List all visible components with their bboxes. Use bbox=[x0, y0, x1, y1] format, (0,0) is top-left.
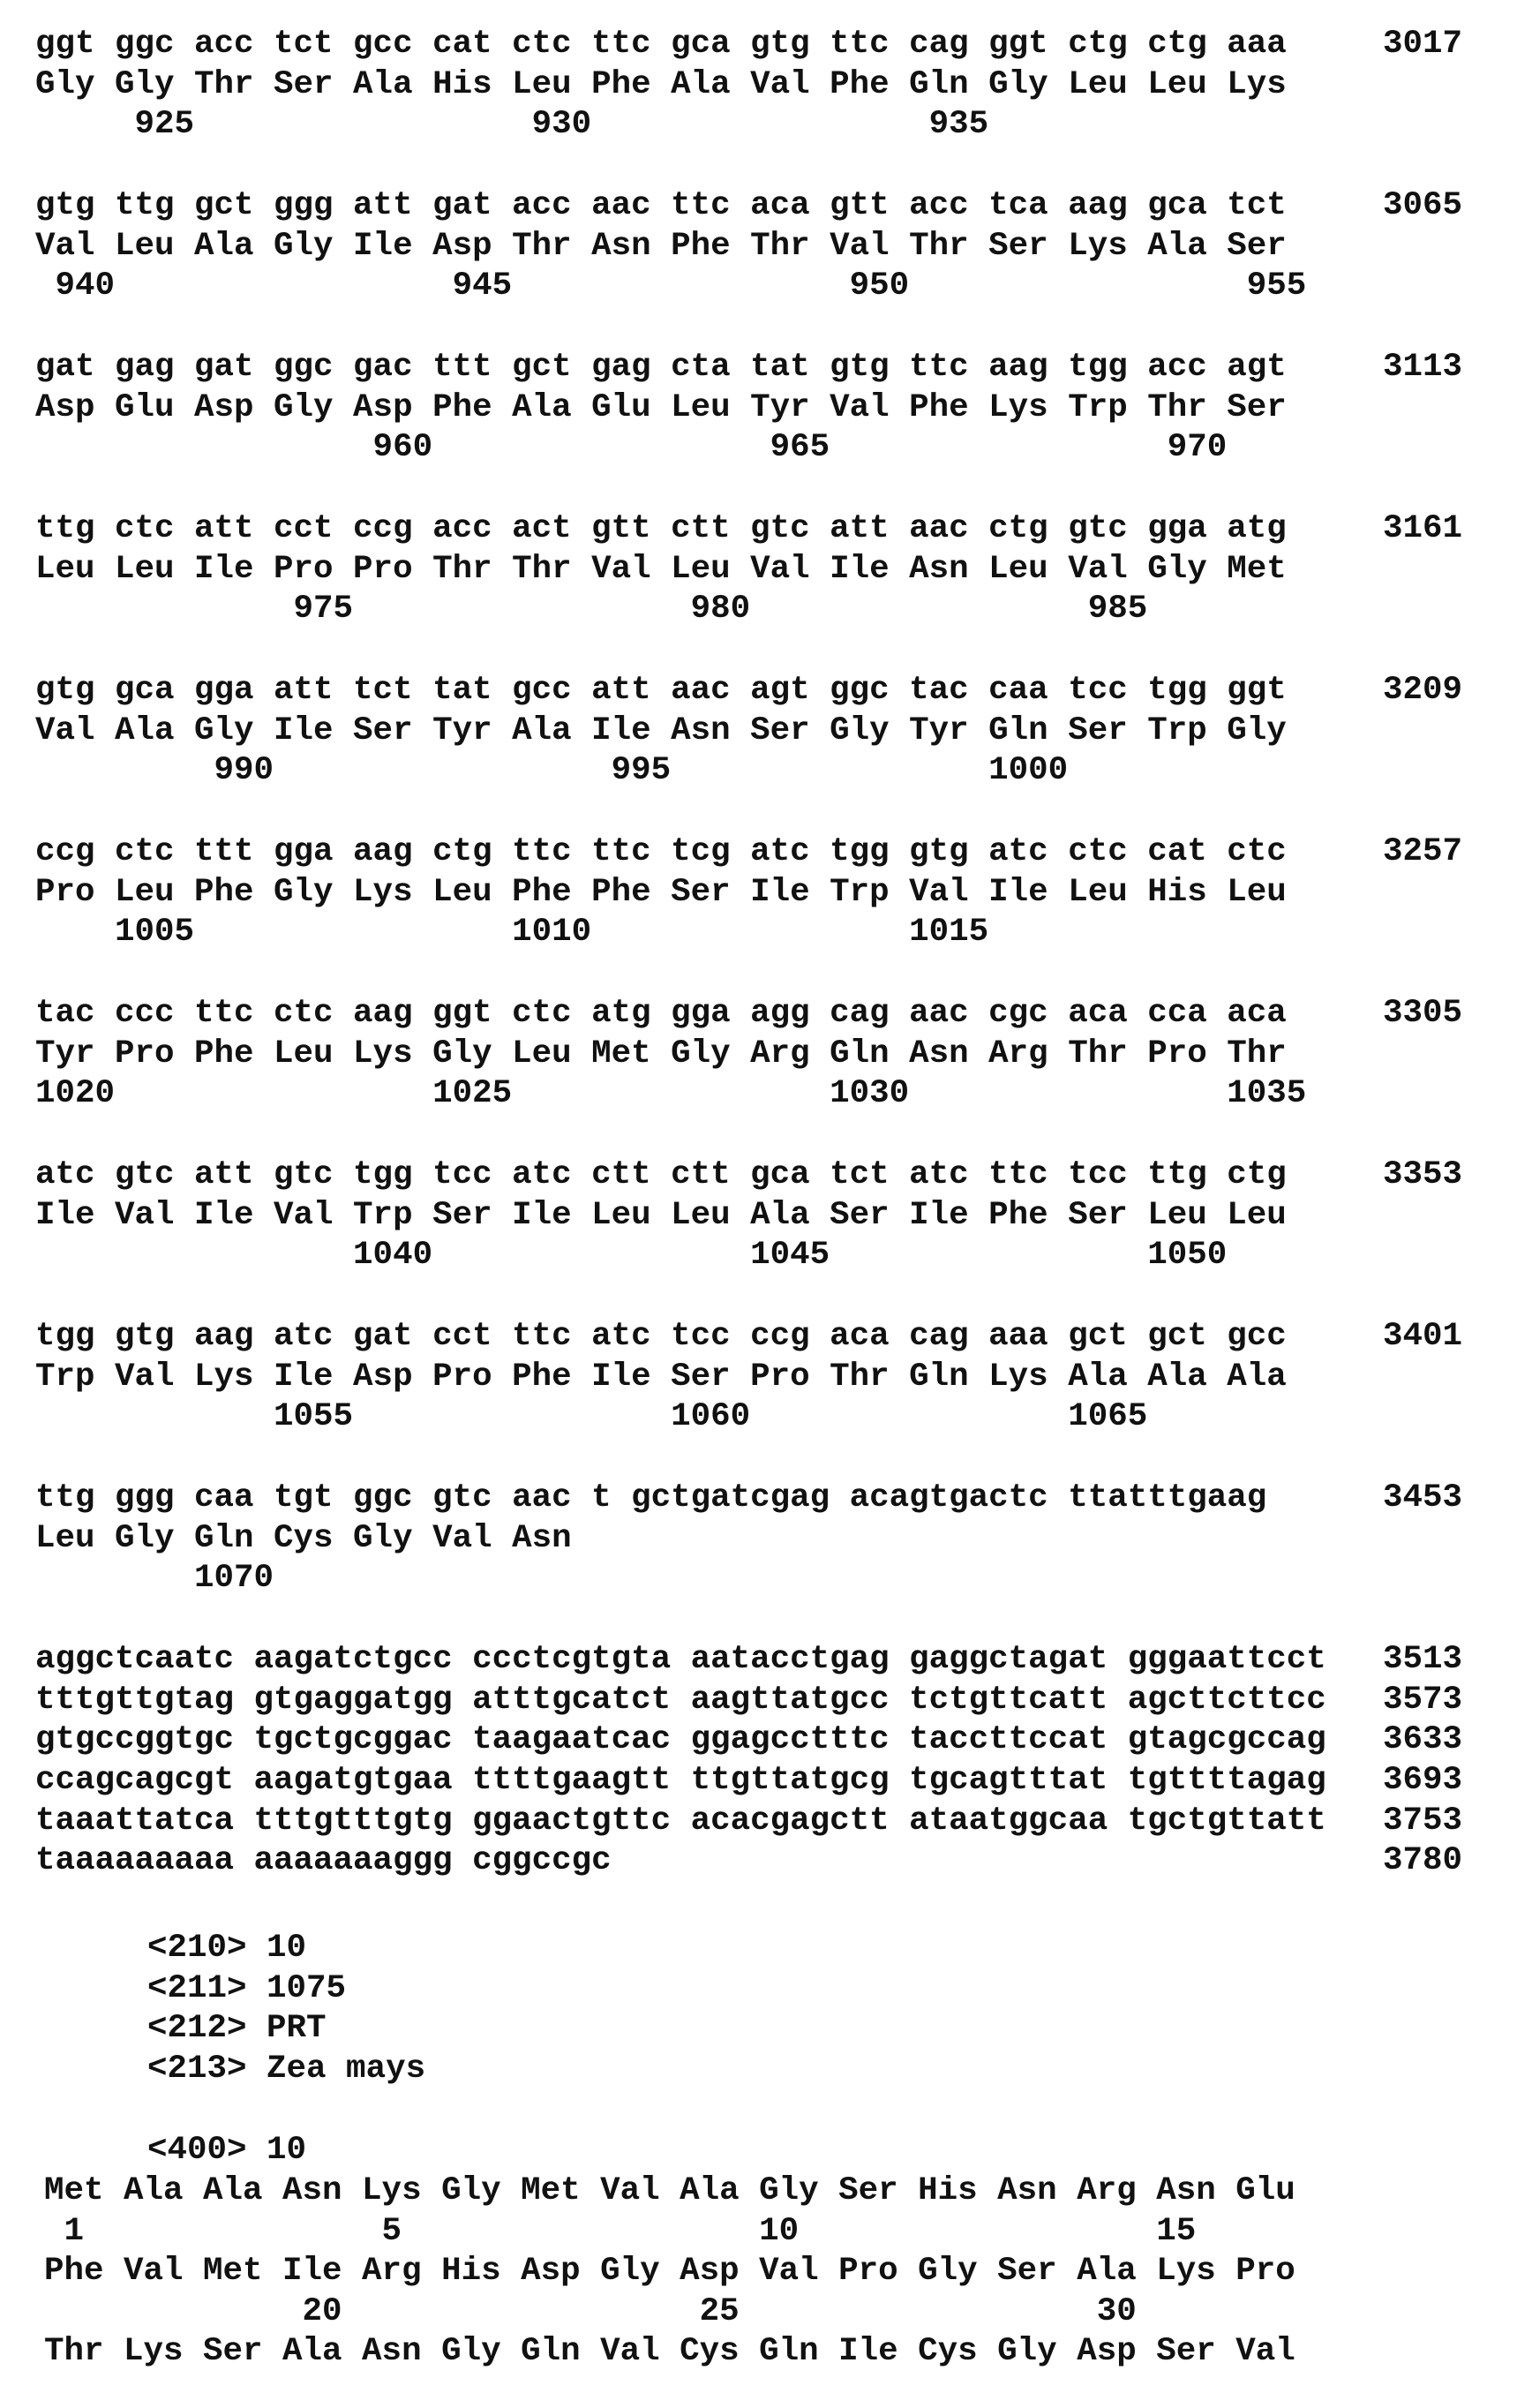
residue-numbers: 1020 1025 1030 1035 bbox=[35, 1075, 1307, 1112]
residue-numbers: 20 25 30 bbox=[44, 2293, 1137, 2330]
residue-numbers: 960 965 970 bbox=[35, 429, 1228, 466]
header-field-211 bbox=[147, 1968, 346, 2009]
field-tag: <211> bbox=[147, 1970, 247, 2007]
field-tag: <400> bbox=[147, 2132, 247, 2169]
protein-line: Asp Glu Asp Gly Asp Phe Ala Glu Leu Tyr Val Phe Lys Trp Thr Ser bbox=[35, 389, 1287, 426]
residue-numbers: 1 5 10 15 bbox=[44, 2213, 1197, 2250]
residue-numbers: 940 945 950 955 bbox=[35, 267, 1307, 305]
protein-line: Trp Val Lys Ile Asp Pro Phe Ile Ser Pro Thr Gln Lys Ala Ala Ala bbox=[35, 1358, 1287, 1396]
field-value: 1075 bbox=[267, 1970, 347, 2007]
dna-line: gtg ttg gct ggg att gat acc aac ttc aca gtt acc tca aag gca tct bbox=[35, 187, 1287, 224]
nucleotide-position: 3633 bbox=[1383, 1721, 1463, 1758]
nucleotide-position: 3353 bbox=[1383, 1156, 1463, 1193]
residue-numbers: 925 930 935 bbox=[35, 106, 989, 143]
residue-numbers: 1070 bbox=[35, 1560, 274, 1597]
nucleotide-position: 3780 bbox=[1383, 1842, 1463, 1879]
protein-line: Leu Gly Gln Cys Gly Val Asn bbox=[35, 1520, 572, 1557]
nucleotide-position: 3693 bbox=[1383, 1762, 1463, 1799]
header-field-210 bbox=[147, 1928, 306, 1968]
protein-line: Gly Gly Thr Ser Ala His Leu Phe Ala Val Phe Gln Gly Leu Leu Lys bbox=[35, 66, 1287, 103]
field-value: 10 bbox=[267, 1930, 307, 1967]
protein-line: Phe Val Met Ile Arg His Asp Gly Asp Val Pro Gly Ser Ala Lys Pro bbox=[44, 2253, 1295, 2290]
residue-numbers: 1040 1045 1050 bbox=[35, 1237, 1228, 1274]
nucleotide-position: 3209 bbox=[1383, 672, 1463, 709]
dna-line: ccg ctc ttt gga aag ctg ttc ttc tcg atc tgg gtg atc ctc cat ctc bbox=[35, 833, 1287, 870]
dna-line: gtg gca gga att tct tat gcc att aac agt ggc tac caa tcc tgg ggt bbox=[35, 672, 1287, 709]
field-value: PRT bbox=[267, 2010, 327, 2047]
residue-numbers: 975 980 985 bbox=[35, 591, 1148, 628]
field-value: 10 bbox=[267, 2132, 307, 2169]
utr-line: tttgttgtag gtgaggatgg atttgcatct aagttatgcc tctgttcatt agcttcttcc bbox=[35, 1682, 1326, 1719]
field-tag: <212> bbox=[147, 2010, 247, 2047]
nucleotide-position: 3305 bbox=[1383, 995, 1463, 1032]
nucleotide-position: 3401 bbox=[1383, 1318, 1463, 1355]
nucleotide-position: 3017 bbox=[1383, 26, 1463, 63]
nucleotide-position: 3257 bbox=[1383, 833, 1463, 870]
utr-line: gtgccggtgc tgctgcggac taagaatcac ggagcctttc taccttccat gtagcgccag bbox=[35, 1721, 1326, 1758]
protein-line: Val Ala Gly Ile Ser Tyr Ala Ile Asn Ser Gly Tyr Gln Ser Trp Gly bbox=[35, 712, 1287, 749]
dna-line: ttg ctc att cct ccg acc act gtt ctt gtc att aac ctg gtc gga atg bbox=[35, 510, 1287, 547]
protein-line: Val Leu Ala Gly Ile Asp Thr Asn Phe Thr Val Thr Ser Lys Ala Ser bbox=[35, 228, 1287, 265]
nucleotide-position: 3753 bbox=[1383, 1802, 1463, 1840]
nucleotide-position: 3573 bbox=[1383, 1682, 1463, 1719]
dna-line: tac ccc ttc ctc aag ggt ctc atg gga agg cag aac cgc aca cca aca bbox=[35, 995, 1287, 1032]
protein-line: Thr Lys Ser Ala Asn Gly Gln Val Cys Gln Ile Cys Gly Asp Ser Val bbox=[44, 2333, 1295, 2370]
nucleotide-position: 3161 bbox=[1383, 510, 1463, 547]
nucleotide-position: 3513 bbox=[1383, 1641, 1463, 1678]
nucleotide-position: 3453 bbox=[1383, 1479, 1463, 1516]
utr-line: ccagcagcgt aagatgtgaa ttttgaagtt ttgttatgcg tgcagtttat tgttttagag bbox=[35, 1762, 1326, 1799]
nucleotide-position: 3065 bbox=[1383, 187, 1463, 224]
residue-numbers: 1055 1060 1065 bbox=[35, 1398, 1148, 1435]
field-tag: <210> bbox=[147, 1930, 247, 1967]
field-tag: <213> bbox=[147, 2051, 247, 2088]
utr-line: taaattatca tttgtttgtg ggaactgttc acacgagctt ataatggcaa tgctgttatt bbox=[35, 1802, 1326, 1840]
field-value: Zea mays bbox=[267, 2051, 426, 2088]
residue-numbers: 1005 1010 1015 bbox=[35, 914, 989, 951]
protein-line: Tyr Pro Phe Leu Lys Gly Leu Met Gly Arg Gln Asn Arg Thr Pro Thr bbox=[35, 1035, 1287, 1072]
protein-line: Pro Leu Phe Gly Lys Leu Phe Phe Ser Ile Trp Val Ile Leu His Leu bbox=[35, 874, 1287, 911]
dna-line: ggt ggc acc tct gcc cat ctc ttc gca gtg ttc cag ggt ctg ctg aaa bbox=[35, 26, 1287, 63]
protein-line: Ile Val Ile Val Trp Ser Ile Leu Leu Ala Ser Ile Phe Ser Leu Leu bbox=[35, 1197, 1287, 1234]
dna-line: atc gtc att gtc tgg tcc atc ctt ctt gca tct atc ttc tcc ttg ctg bbox=[35, 1156, 1287, 1193]
header-field-400 bbox=[147, 2130, 306, 2171]
dna-line: tgg gtg aag atc gat cct ttc atc tcc ccg aca cag aaa gct gct gcc bbox=[35, 1318, 1287, 1355]
utr-line: aggctcaatc aagatctgcc ccctcgtgta aatacctgag gaggctagat gggaattcct bbox=[35, 1641, 1326, 1678]
header-field-212 bbox=[147, 2008, 327, 2049]
utr-line: taaaaaaaaa aaaaaaaggg cggccgc bbox=[35, 1842, 612, 1879]
protein-line: Met Ala Ala Asn Lys Gly Met Val Ala Gly Ser His Asn Arg Asn Glu bbox=[44, 2172, 1295, 2209]
dna-line: ttg ggg caa tgt ggc gtc aac t gctgatcgag acagtgactc ttatttgaag bbox=[35, 1479, 1267, 1516]
protein-line: Leu Leu Ile Pro Pro Thr Thr Val Leu Val Ile Asn Leu Val Gly Met bbox=[35, 551, 1287, 588]
nucleotide-position: 3113 bbox=[1383, 349, 1463, 386]
residue-numbers: 990 995 1000 bbox=[35, 752, 1069, 789]
header-field-213 bbox=[147, 2049, 425, 2089]
dna-line: gat gag gat ggc gac ttt gct gag cta tat gtg ttc aag tgg acc agt bbox=[35, 349, 1287, 386]
